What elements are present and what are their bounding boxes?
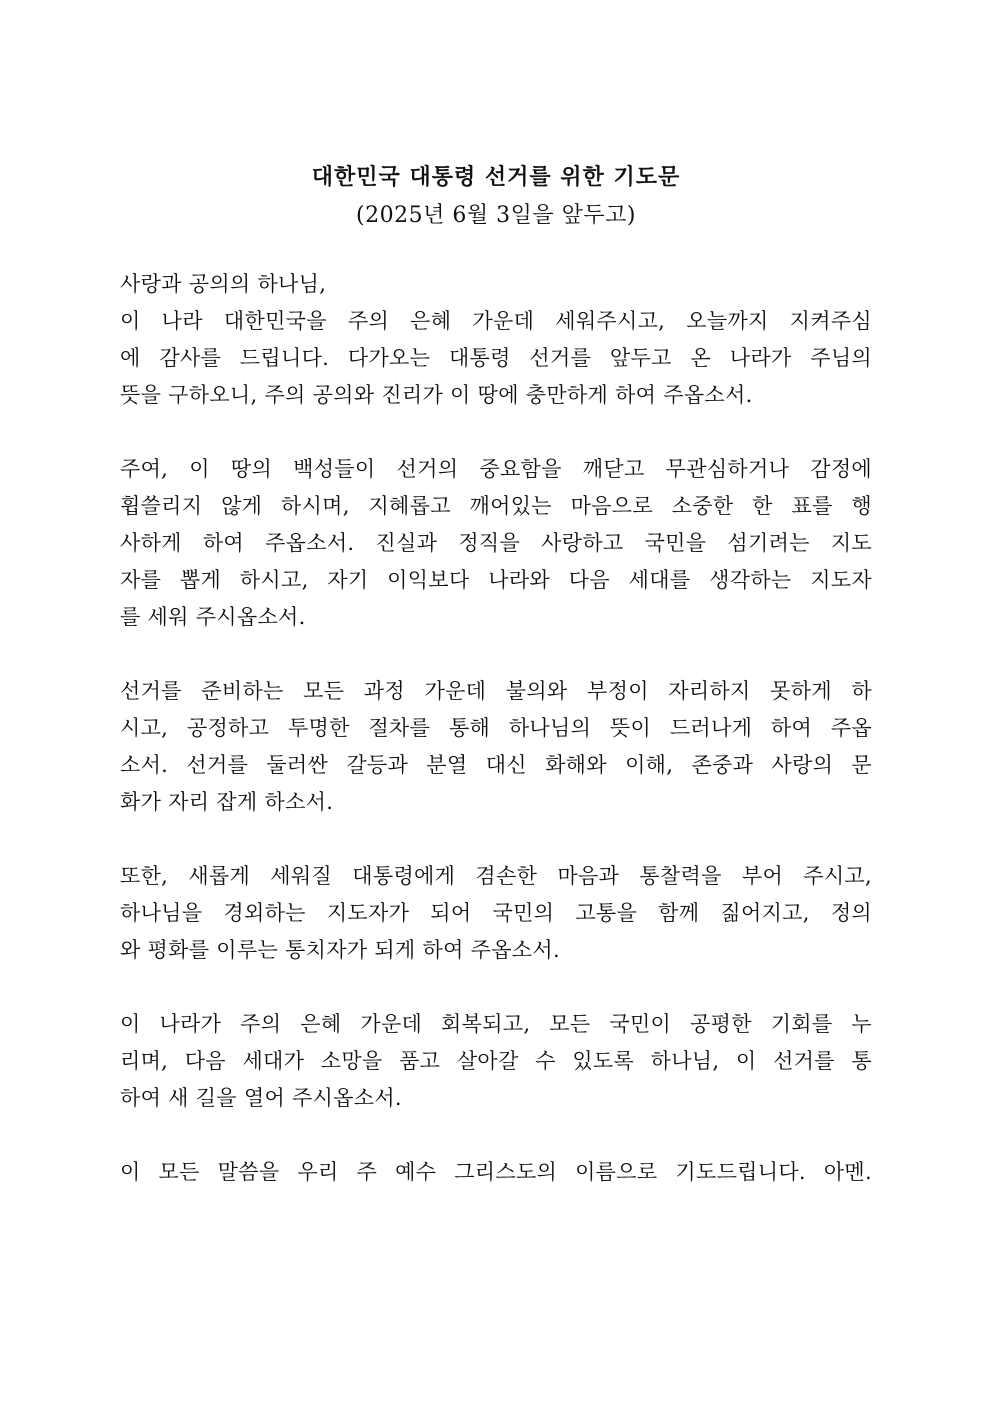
paragraph-line: 시고, 공정하고 투명한 절차를 통해 하나님의 뜻이 드러나게 하여 주옵 [120, 716, 872, 740]
paragraph-opening [120, 266, 872, 414]
paragraph-line: 휩쓸리지 않게 하시며, 지혜롭고 깨어있는 마음으로 소중한 한 표를 행 [120, 494, 872, 518]
paragraph-line: 자를 뽑게 하시고, 자기 이익보다 나라와 다음 세대를 생각하는 지도자 [120, 568, 872, 592]
paragraph-process [120, 673, 872, 821]
document-subtitle: (2025년 6월 3일을 앞두고) [356, 203, 636, 228]
paragraph-line: 하나님을 경외하는 지도자가 되어 국민의 고통을 함께 짊어지고, 정의 [120, 901, 872, 925]
paragraph-line: 또한, 새롭게 세워질 대통령에게 겸손한 마음과 통찰력을 부어 주시고, [120, 864, 872, 888]
paragraph-line: 뜻을 구하오니, 주의 공의와 진리가 이 땅에 충만하게 하여 주옵소서. [120, 383, 753, 407]
paragraph-people [120, 451, 872, 636]
paragraph-line: 선거를 준비하는 모든 과정 가운데 불의와 부정이 자리하지 못하게 하 [120, 679, 872, 703]
prayer-body [120, 266, 872, 1191]
paragraph-president [120, 858, 872, 969]
document-title: 대한민국 대통령 선거를 위한 기도문 [311, 164, 681, 190]
paragraph-line: 와 평화를 이루는 통치자가 되게 하여 주옵소서. [120, 938, 560, 962]
paragraph-line: 사랑과 공의의 하나님, [120, 272, 327, 296]
paragraph-line: 하여 새 길을 열어 주시옵소서. [120, 1086, 402, 1110]
paragraph-line: 를 세워 주시옵소서. [120, 605, 306, 629]
paragraph-line: 화가 자리 잡게 하소서. [120, 790, 334, 814]
paragraph-line: 소서. 선거를 둘러싼 갈등과 분열 대신 화해와 이해, 존중과 사랑의 문 [120, 753, 872, 777]
paragraph-line: 이 나라가 주의 은혜 가운데 회복되고, 모든 국민이 공평한 기회를 누 [120, 1012, 872, 1036]
paragraph-line: 이 나라 대한민국을 주의 은혜 가운데 세워주시고, 오늘까지 지켜주심 [120, 309, 872, 333]
paragraph-nation [120, 1006, 872, 1117]
paragraph-line: 사하게 하여 주옵소서. 진실과 정직을 사랑하고 국민을 섬기려는 지도 [120, 531, 872, 555]
paragraph-line: 리며, 다음 세대가 소망을 품고 살아갈 수 있도록 하나님, 이 선거를 통 [120, 1049, 872, 1073]
paragraph-line: 주여, 이 땅의 백성들이 선거의 중요함을 깨닫고 무관심하거나 감정에 [120, 457, 872, 481]
paragraph-line: 이 모든 말씀을 우리 주 예수 그리스도의 이름으로 기도드립니다. 아멘. [120, 1160, 872, 1184]
paragraph-closing [120, 1154, 872, 1191]
paragraph-line: 에 감사를 드립니다. 다가오는 대통령 선거를 앞두고 온 나라가 주님의 [120, 346, 872, 370]
